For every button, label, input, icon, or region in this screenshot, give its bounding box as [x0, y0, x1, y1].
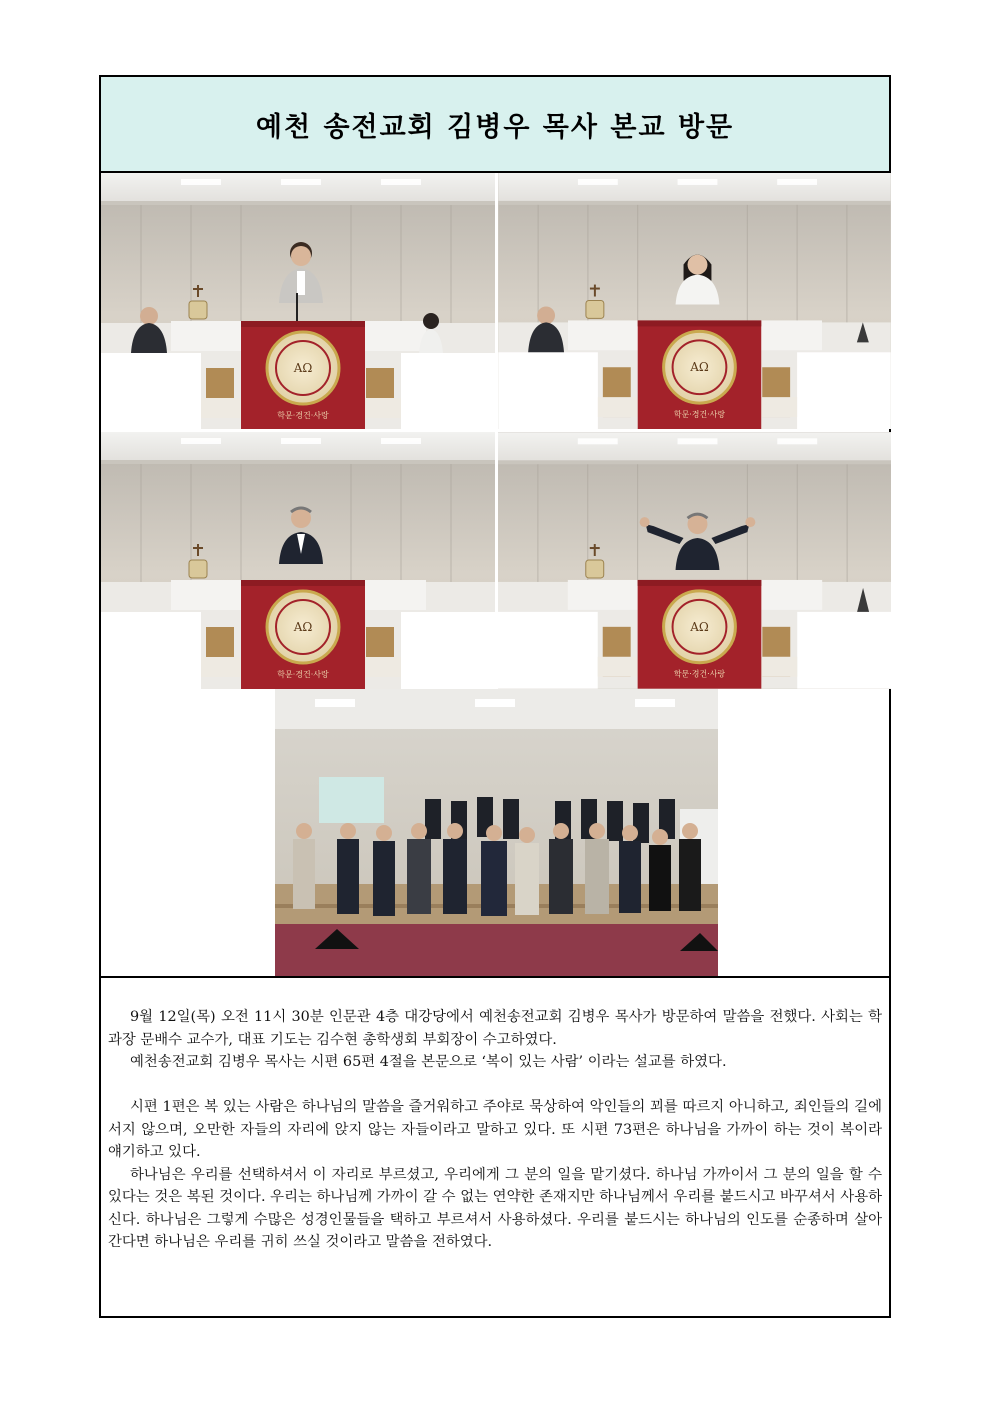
paragraph-1: 9월 12일(목) 오전 11시 30분 인문관 4층 대강당에서 예천송전교회 김병우 목사가 방문하여 말씀을 전했다. 사회는 학과장 문배수 교수가, 대표 기도는 김수현 총학생회 부회장이 수고하였다. [108, 1009, 882, 1048]
title-box [101, 77, 889, 173]
photo-speaker-2 [101, 432, 495, 689]
document-frame [99, 75, 891, 1318]
article-body [101, 978, 889, 1318]
photo-speaker-1 [101, 173, 495, 429]
paragraph-2: 예천송전교회 김병우 목사는 시편 65편 4절을 본문으로 ‘복이 있는 사람’ 이라는 설교를 하였다. [130, 1054, 727, 1070]
photo-grid [101, 173, 889, 689]
paragraph-4: 하나님은 우리를 선택하셔서 이 자리로 부르셨고, 우리에게 그 분의 일을 맡기셨다. 하나님 가까이서 그 분의 일을 할 수 있다는 것은 복된 것이다. 우리는 하나님께 가까이 갈 수 없는 연약한 존재지만 하나님께서 우리를 붙드시고 바꾸셔서 사용하신다. 하나님은 그렇게 수많은 성경인물들을 택하고 부르셔서 사용하셨다. 우리를 붙드시는 하나님의 인도를 순종하며 살아간다면 하나님은 우리를 귀히 쓰실 것이라고 말씀을 전하였다. [108, 1166, 882, 1250]
photo-prayer [498, 173, 891, 429]
photo-group [275, 689, 718, 976]
photo-benediction [498, 432, 891, 689]
paragraph-3: 시편 1편은 복 있는 사람은 하나님의 말씀을 즐거워하고 주야로 묵상하여 악인들의 꾀를 따르지 아니하고, 죄인들의 길에 서지 않으며, 오만한 자들의 자리에 앉지 않는 자들이라고 말하고 있다. 또 시편 73편은 하나님을 가까이 하는 것이 복이라 얘기하고 있다. [108, 1099, 882, 1160]
group-photo-area [101, 689, 889, 978]
page-title: 예천 송전교회 김병우 목사 본교 방문 [255, 111, 735, 143]
